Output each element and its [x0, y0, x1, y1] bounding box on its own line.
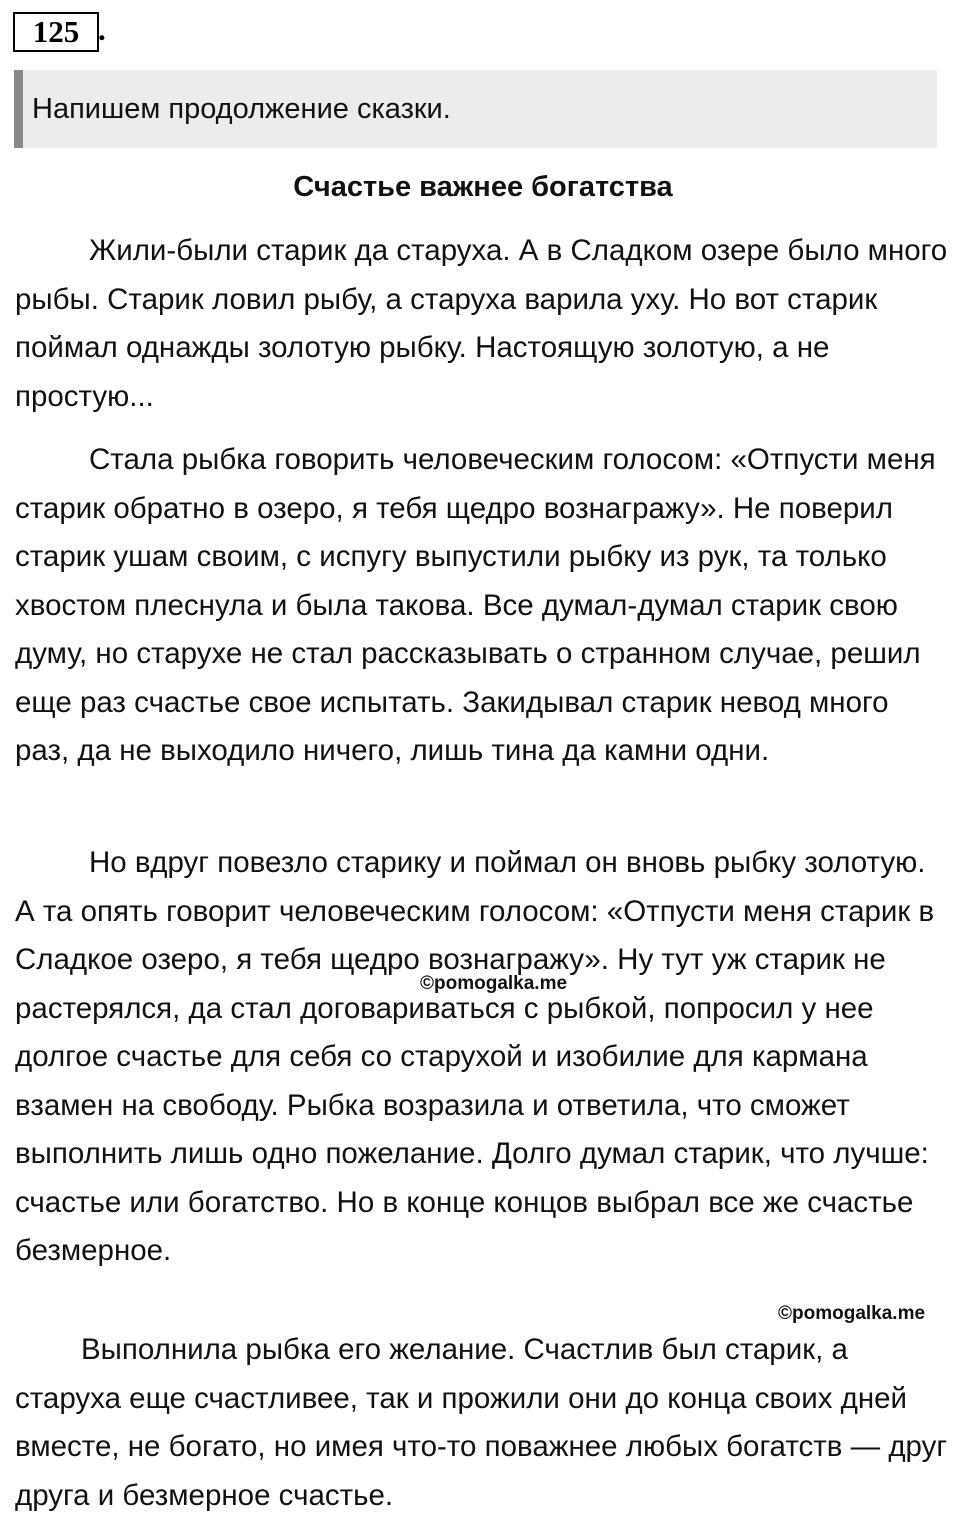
exercise-number-dot: .: [98, 12, 106, 47]
watermark-center: ©pomogalka.me: [420, 973, 568, 994]
story-title: Счастье важнее богатства: [293, 171, 673, 203]
story-paragraph-1: Жили-были старик да старуха. А в Сладком озере было много рыбы. Старик ловил рыбу, а старуха варила уху. Но вот старик поймал однажды золотую рыбку. Настоящую золотую, а не простую...: [15, 234, 948, 413]
story-paragraph-3: Но вдруг повезло старику и поймал он вновь рыбку золотую. А та опять говорит человеческим голосом: «Отпусти меня старик в Сладкое озеро, я тебя щедро вознагражу». Ну тут уж старик не растерялся, да стал договариваться с рыбкой, попросил у нее долгое счастье для себя со старухой и изобилие для кармана взамен на свободу. Рыбка возразила и ответила, что сможет выполнить лишь одно пожелание. Долго думал старик, что лучше: счастье или богатство. Но в конце концов выбрал все же счастье безмерное.: [15, 846, 935, 1267]
task-instruction: Напишем продолжение сказки.: [14, 70, 937, 148]
exercise-number: 125: [13, 12, 99, 52]
story-paragraph-2: Стала рыбка говорить человеческим голосом: «Отпусти меня старик обратно в озеро, я тебя щедро вознагражу». Не поверил старик ушам своим, с испугу выпустили рыбку из рук, та только хвостом плеснула и была такова. Все думал-думал старик свою думу, но старухе не стал рассказывать о странном случае, решил еще раз счастье свое испытать. Закидывал старик невод много раз, да не выходило ничего, лишь тина да камни одни.: [15, 443, 936, 767]
story-paragraph-4: Выполнила рыбка его желание. Счастлив был старик, а старуха еще счастливее, так и прожили они до конца своих дней вместе, не богато, но имея что-то поважнее любых богатств — друг друга и безмерное счастье.: [15, 1333, 948, 1512]
watermark-right: ©pomogalka.me: [778, 1303, 926, 1324]
